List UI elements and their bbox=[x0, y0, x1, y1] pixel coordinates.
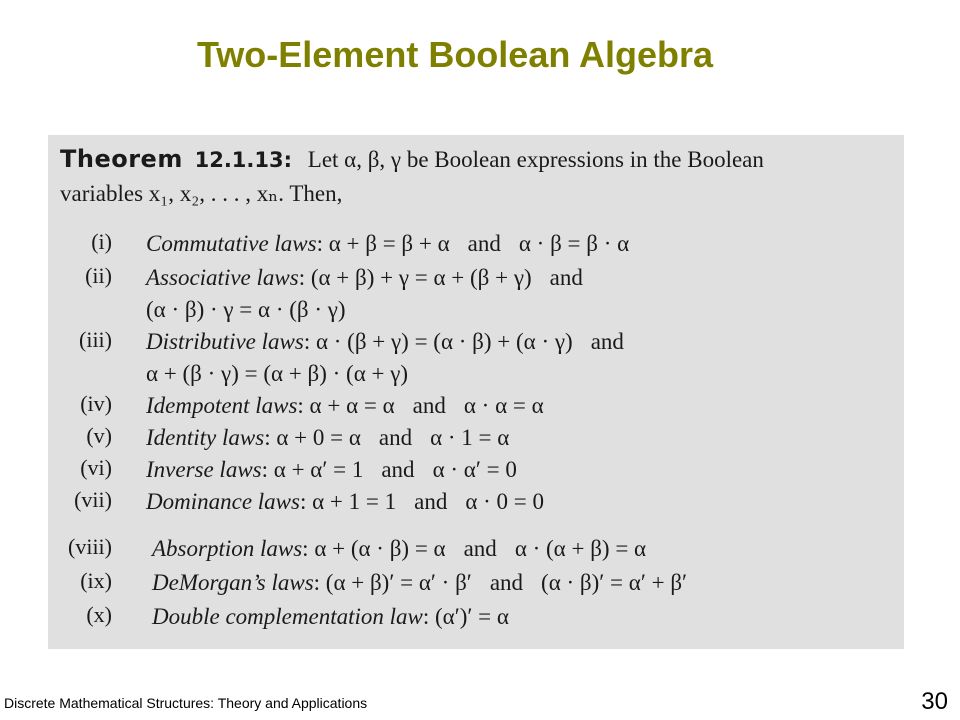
item-number: (vi) bbox=[80, 455, 112, 480]
item-number: (viii) bbox=[68, 534, 112, 559]
law-double-complementation: Double complementation law: (α′)′ = α bbox=[152, 604, 509, 629]
law-associative: Associative laws: (α + β) + γ = α + (β + γ) and bbox=[146, 265, 583, 290]
slide-title: Two-Element Boolean Algebra bbox=[196, 34, 714, 75]
item-number: (iv) bbox=[80, 391, 112, 416]
law-distributive: Distributive laws: α · (β + γ) = (α · β) + (α · γ) and bbox=[146, 329, 624, 354]
item-number: (i) bbox=[91, 229, 112, 254]
law-inverse: Inverse laws: α + α′ = 1 and α · α′ = 0 bbox=[146, 457, 517, 482]
page-number: 30 bbox=[921, 688, 948, 715]
law-idempotent: Idempotent laws: α + α = α and α · α = α bbox=[146, 393, 544, 418]
theorem-intro-1: Let α, β, γ be Boolean expressions in the Boolean bbox=[307, 147, 764, 172]
item-number: (ix) bbox=[80, 568, 112, 593]
item-number: (ii) bbox=[85, 263, 112, 288]
item-number: (vii) bbox=[74, 487, 112, 512]
item-number: (v) bbox=[86, 423, 112, 448]
theorem-heading bbox=[60, 145, 764, 173]
law-dominance: Dominance laws: α + 1 = 1 and α · 0 = 0 bbox=[146, 489, 545, 514]
law-associative-cont: (α · β) · γ = α · (β · γ) bbox=[146, 297, 346, 322]
item-number: (x) bbox=[86, 602, 112, 627]
law-distributive-cont: α + (β · γ) = (α + β) · (α + γ) bbox=[146, 361, 409, 386]
item-number: (iii) bbox=[79, 327, 112, 352]
theorem-label: Theorem bbox=[60, 145, 183, 173]
law-identity: Identity laws: α + 0 = α and α · 1 = α bbox=[146, 425, 510, 450]
law-commutative: Commutative laws: α + β = β + α and α · β = β · α bbox=[146, 231, 630, 256]
law-demorgan: DeMorgan’s laws: (α + β)′ = α′ · β′ and (α · β)′ = α′ + β′ bbox=[152, 570, 688, 595]
theorem-number: 12.1.13: bbox=[194, 148, 293, 172]
theorem-intro-2: variables x₁, x₂, . . . , xₙ. Then, bbox=[60, 181, 343, 206]
theorem-box bbox=[48, 135, 904, 649]
footer-text: Discrete Mathematical Structures: Theory and Applications bbox=[4, 695, 368, 711]
law-absorption: Absorption laws: α + (α · β) = α and α · (α + β) = α bbox=[152, 536, 647, 561]
